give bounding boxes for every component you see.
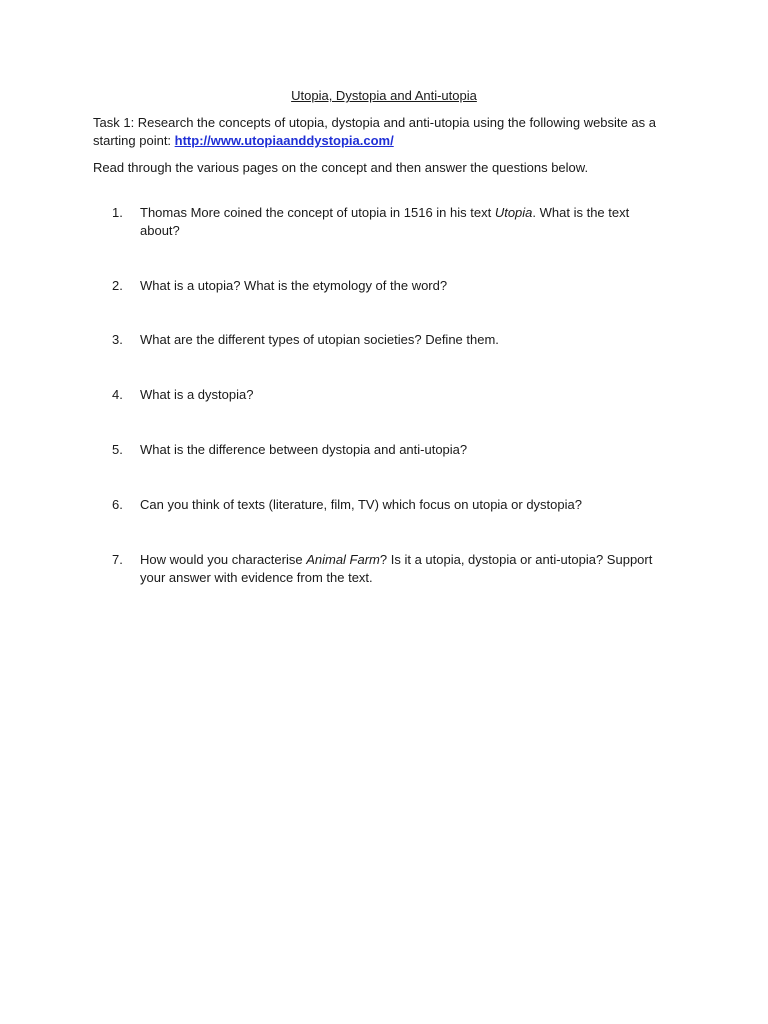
question-number: 5. — [112, 442, 123, 457]
question-text: How would you characterise Animal Farm? Is it a utopia, dystopia or anti-utopia? Support your answer with evidence from the text. — [140, 552, 653, 585]
instruction-paragraph: Read through the various pages on the concept and then answer the questions below. — [93, 160, 589, 175]
question-item-5 — [112, 441, 657, 459]
question-number: 7. — [112, 552, 123, 567]
question-item-4 — [112, 386, 657, 404]
question-text: What is the difference between dystopia and anti-utopia? — [140, 442, 468, 457]
question-text: What is a utopia? What is the etymology of the word? — [140, 278, 448, 293]
question-item-2 — [112, 277, 657, 295]
question-number: 4. — [112, 387, 123, 402]
document-title: Utopia, Dystopia and Anti-utopia — [291, 88, 477, 103]
question-text: Can you think of texts (literature, film, TV) which focus on utopia or dystopia? — [140, 497, 582, 512]
question-number: 3. — [112, 332, 123, 347]
question-text: What is a dystopia? — [140, 387, 254, 402]
question-item-1 — [112, 204, 657, 240]
question-number: 6. — [112, 497, 123, 512]
question-item-6 — [112, 496, 657, 514]
question-item-7 — [112, 551, 657, 587]
question-number: 2. — [112, 278, 123, 293]
question-text: What are the different types of utopian societies? Define them. — [140, 332, 499, 347]
question-item-3 — [112, 331, 657, 349]
website-link[interactable]: http://www.utopiaanddystopia.com/ — [174, 133, 394, 148]
task-text: Task 1: Research the concepts of utopia, dystopia and anti-utopia using the following website as a starting point: — [93, 115, 656, 148]
question-text: Thomas More coined the concept of utopia in 1516 in his text Utopia. What is the text about? — [140, 205, 630, 238]
question-number: 1. — [112, 205, 123, 220]
